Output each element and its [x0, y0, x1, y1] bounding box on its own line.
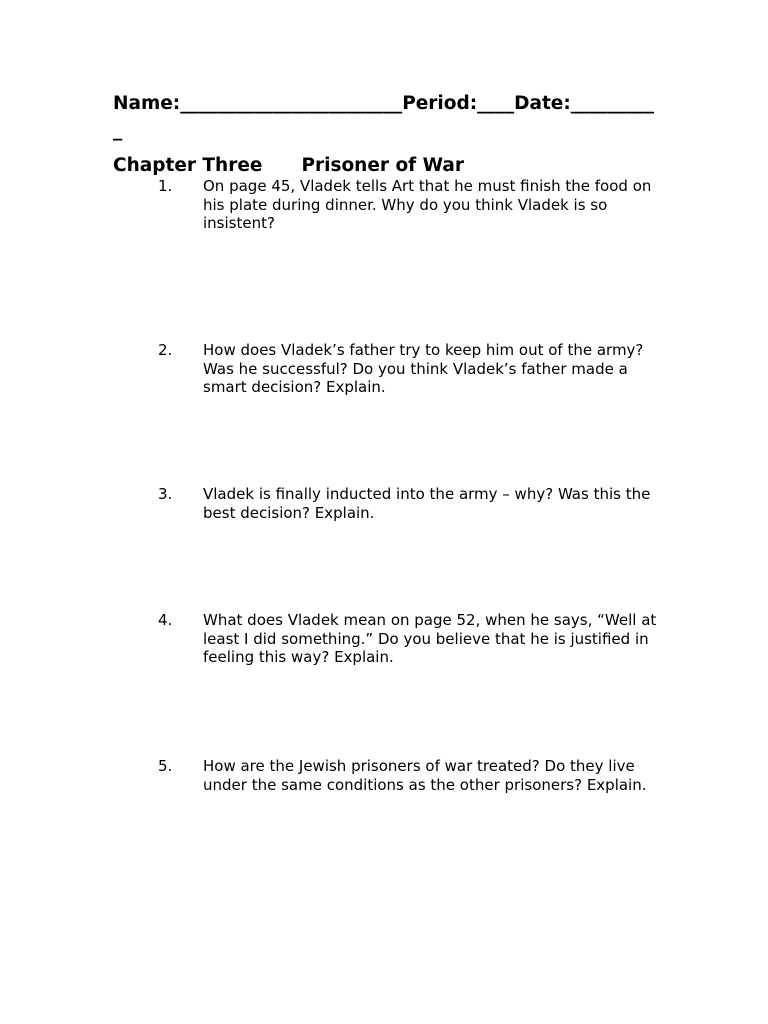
question-number: 1. — [158, 177, 173, 195]
chapter-title: Prisoner of War — [301, 155, 465, 176]
question-text: Vladek is finally inducted into the army – why? Was this the best decision? Explain. — [203, 485, 651, 522]
question-text: What does Vladek mean on page 52, when he says, “Well at least I did something.” Do you believe that he is justified in feeling this way? Explain. — [203, 611, 657, 666]
question-text: How does Vladek’s father try to keep him out of the army? Was he successful? Do you think Vladek’s father made a smart decision? Explain. — [203, 341, 644, 396]
chapter-label: Chapter Three — [113, 155, 263, 176]
question-text: How are the Jewish prisoners of war treated? Do they live under the same conditions as the other prisoners? Explain. — [203, 757, 647, 794]
question-text: On page 45, Vladek tells Art that he must finish the food on his plate during dinner. Why do you think Vladek is so insistent? — [203, 177, 652, 232]
question-number: 4. — [158, 611, 173, 629]
chapter-heading — [113, 154, 464, 178]
question-number: 3. — [158, 485, 173, 503]
question-number: 2. — [158, 341, 173, 359]
name-period-date-header: Name:________________________Period:____Date:__________ — [113, 93, 654, 141]
question-number: 5. — [158, 757, 173, 775]
